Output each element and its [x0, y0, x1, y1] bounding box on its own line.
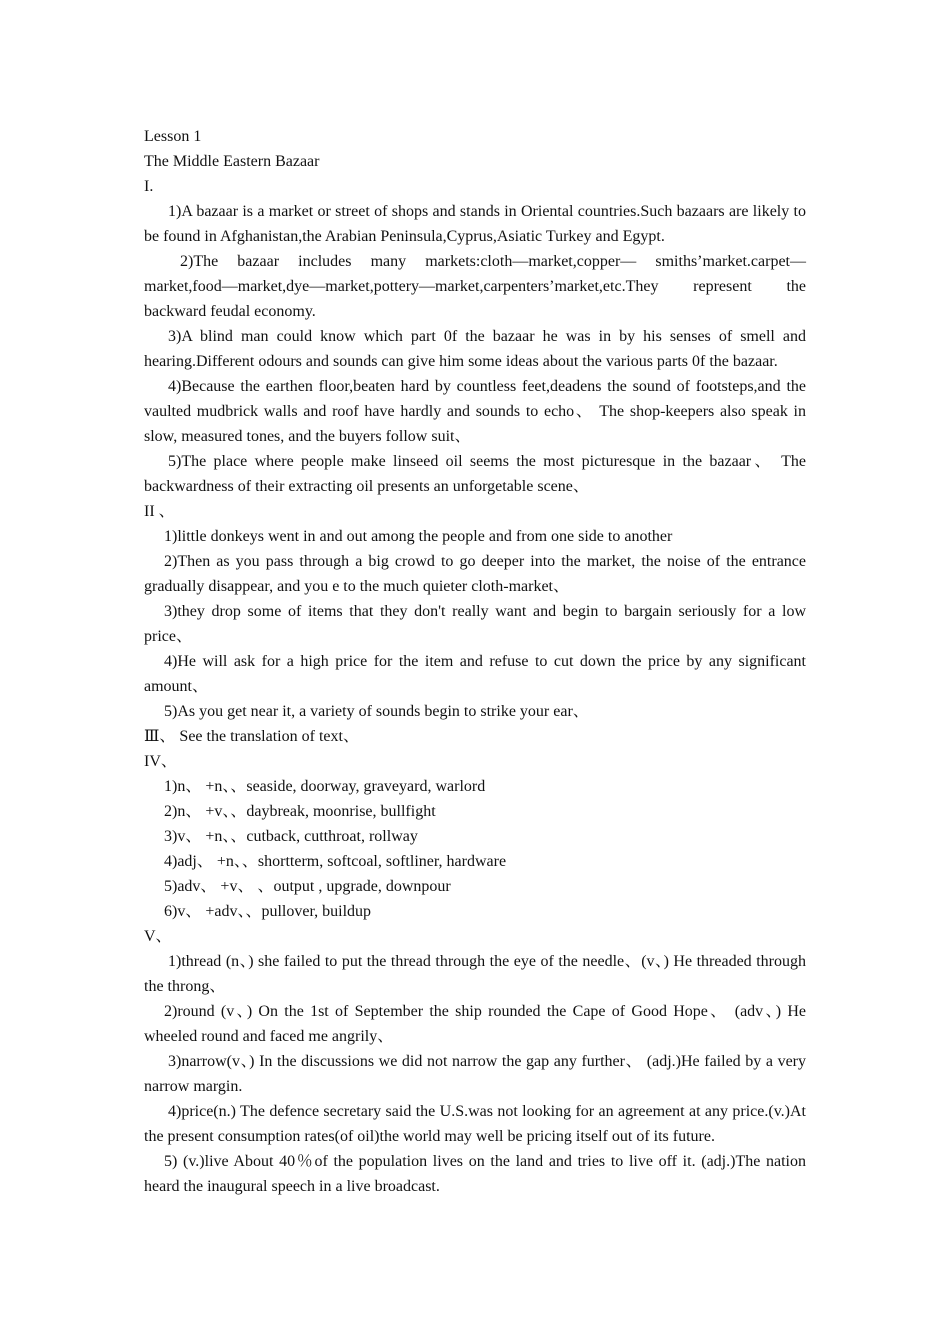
section-2-heading: II 、 [144, 503, 175, 520]
section-5-item: 4)price(n.) The defence secretary said the U.S.was not looking for an agreement at any price.(v.)At the present consumption rates(of oil)the world may well be pricing itself out of its future. [144, 1103, 806, 1145]
section-1-item: 5)The place where people make linseed oil seems the most picturesque in the bazaar、 The backwardness of their extracting oil presents an unforgetable scene、 [144, 453, 806, 495]
section-4-item: 2)n、 +v、、daybreak, moonrise, bullfight [164, 803, 436, 820]
section-5-item: 2)round (v、) On the 1st of September the ship rounded the Cape of Good Hope、 (adv、) He wheeled round and faced me angrily、 [144, 1003, 806, 1045]
section-5-item: 3)narrow(v、) In the discussions we did not narrow the gap any further、 (adj.)He failed by a very narrow margin. [144, 1053, 806, 1095]
section-4-item: 4)adj、 +n、、shortterm, softcoal, softliner, hardware [164, 853, 507, 870]
section-1-item: 4)Because the earthen floor,beaten hard by countless feet,deadens the sound of footsteps,and the vaulted mudbrick walls and roof have hardly and sounds to echo、 The shop-keepers also speak in slow, measured tones, and the buyers follow suit、 [144, 378, 806, 445]
section-4-item: 5)adv、 +v、 、output , upgrade, downpour [164, 878, 451, 895]
section-5-item: 5) (v.)live About 40％of the population lives on the land and tries to live off it. (adj.)The nation heard the inaugural speech in a live broadcast. [144, 1153, 807, 1195]
section-2-item: 1)little donkeys went in and out among the people and from one side to another [164, 528, 673, 545]
section-2-item: 5)As you get near it, a variety of sounds begin to strike your ear、 [164, 703, 589, 720]
section-4-heading: IV、 [144, 753, 177, 770]
section-4-item: 1)n、 +n、、seaside, doorway, graveyard, warlord [164, 778, 486, 795]
section-1-heading: I. [144, 178, 154, 195]
section-3-heading: Ⅲ、 See the translation of text、 [144, 728, 359, 745]
lesson-number: Lesson 1 [144, 128, 202, 145]
section-1-item: 1)A bazaar is a market or street of shops and stands in Oriental countries.Such bazaars are likely to be found in Afghanistan,the Arabian Peninsula,Cyprus,Asiatic Turkey and Egypt. [144, 203, 806, 245]
lesson-title: The Middle Eastern Bazaar [144, 153, 320, 170]
section-2-item: 4)He will ask for a high price for the item and refuse to cut down the price by any significant amount、 [144, 653, 806, 695]
section-5-item: 1)thread (n、) she failed to put the thread through the eye of the needle、(v、) He threaded through the throng、 [144, 953, 806, 995]
section-1-item: 3)A blind man could know which part 0f the bazaar he was in by his senses of smell and hearing.Different odours and sounds can give him some ideas about the various parts 0f the bazaar. [144, 328, 806, 370]
section-2-item: 3)they drop some of items that they don't really want and begin to bargain seriously for a low price、 [144, 603, 806, 645]
section-4-item: 3)v、 +n、、cutback, cutthroat, rollway [164, 828, 418, 845]
section-2-item: 2)Then as you pass through a big crowd to go deeper into the market, the noise of the entrance gradually disappear, and you e to the much quieter cloth-market、 [144, 553, 806, 595]
section-5-heading: V、 [144, 928, 172, 945]
section-4-item: 6)v、 +adv、、pullover, buildup [164, 903, 372, 920]
section-1-item: 2)The bazaar includes many markets:cloth—market,copper— smiths’market.carpet—market,food—market,dye—market,pottery—market,carpenters’market,etc.They represent the backward feudal economy. [144, 253, 806, 320]
